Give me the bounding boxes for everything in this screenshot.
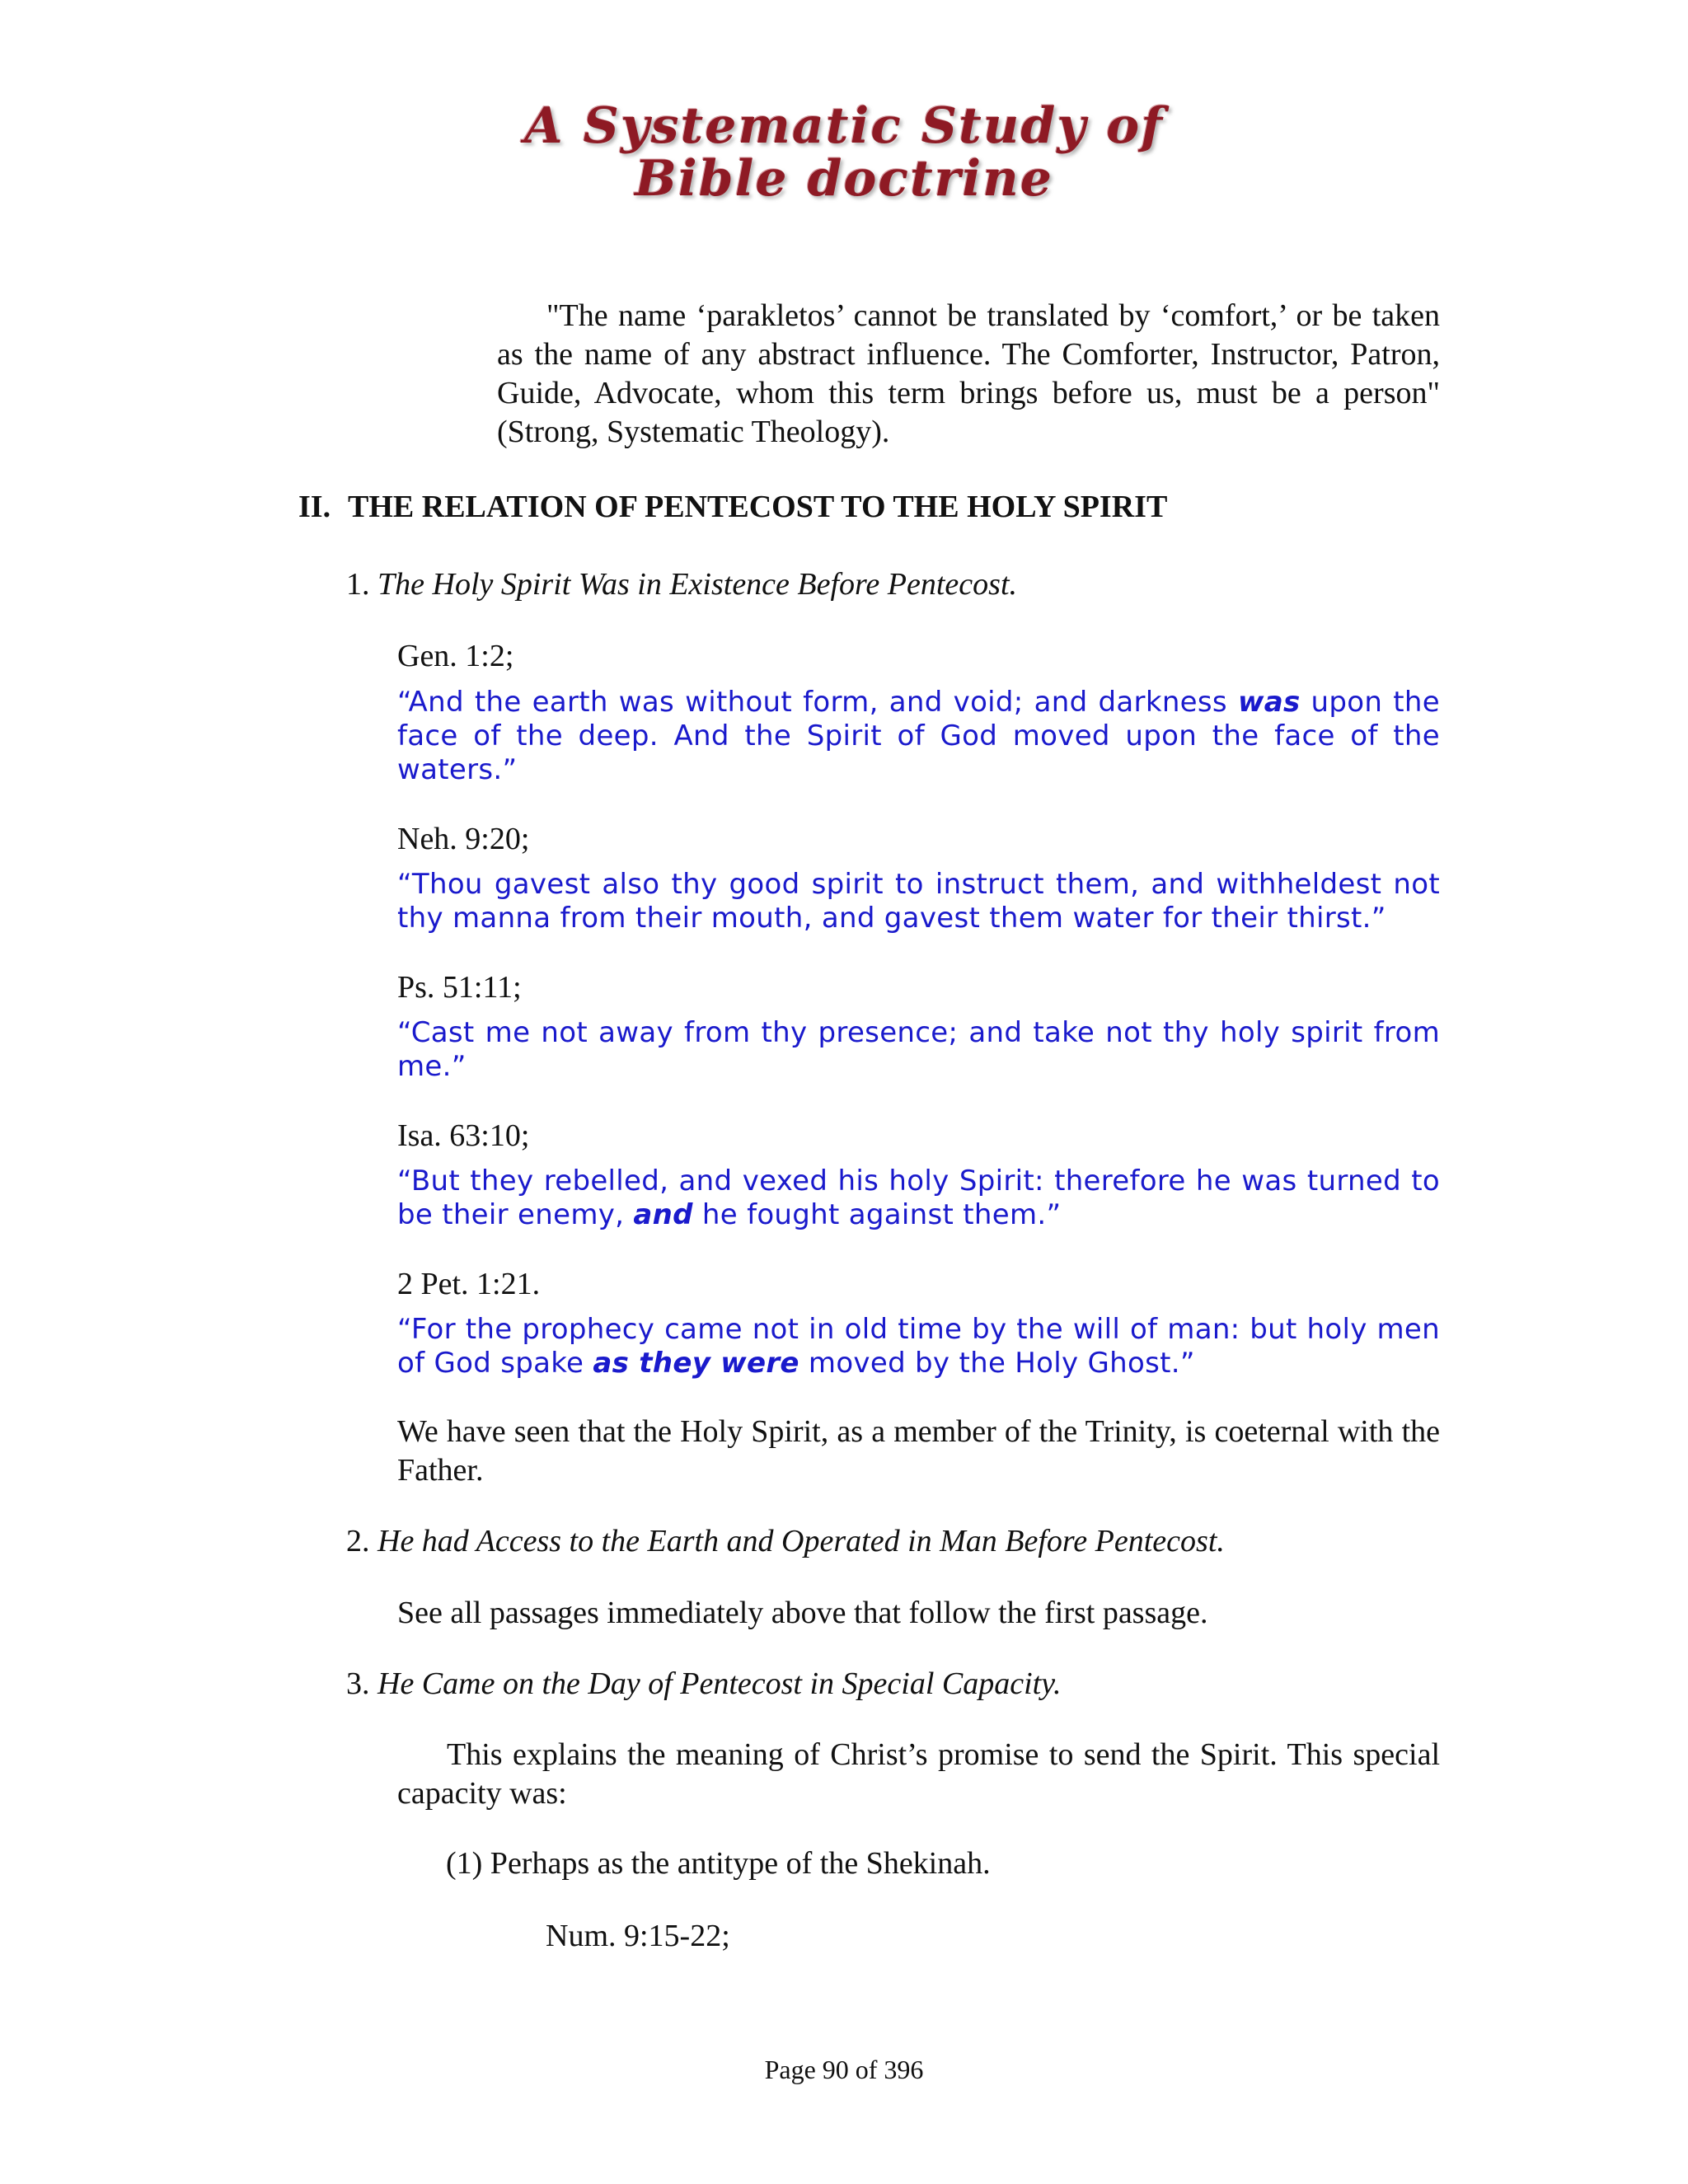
- explains-paragraph: This explains the meaning of Christ’s promise to send the Spirit. This special capacity was:: [397, 1737, 1440, 1811]
- verse-text-2pet: [397, 1313, 1440, 1380]
- verse-text-isa-part1: “But they rebelled, and vexed his holy Spirit: therefore he was turned to be their enemy,: [397, 1165, 1440, 1231]
- point-3: [346, 1665, 1061, 1704]
- see-all-paragraph: See all passages immediately above that follow the first passage.: [397, 1596, 1208, 1630]
- verse-text-gen: [397, 686, 1440, 787]
- point-1-number: 1.: [346, 567, 370, 602]
- verse-ref-2pet: 2 Pet. 1:21.: [397, 1267, 541, 1301]
- strong-quote-paragraph: "The name ‘parakletos’ cannot be translated by ‘comfort,’ or be taken as the name of any abstract influence. The Comforter, Instructor, Patron, Guide, Advocate, whom this term brings before us, must be a person" (Strong, Systematic Theology).: [497, 298, 1440, 449]
- num-reference: Num. 9:15-22;: [546, 1919, 730, 1953]
- verse-ref-ps: Ps. 51:11;: [397, 970, 522, 1005]
- verse-text-ps: [397, 1016, 1440, 1084]
- verse-text-neh: [397, 868, 1440, 935]
- verse-text-gen-part1: “And the earth was without form, and void; and darkness: [397, 686, 1238, 719]
- point-2: [346, 1522, 1225, 1561]
- point-3-title: He Came on the Day of Pentecost in Special Capacity.: [377, 1666, 1062, 1701]
- point-1: [346, 565, 1017, 604]
- verse-text-gen-part2: upon the face of the deep. And the Spirit of God moved upon the face of the waters.”: [397, 686, 1440, 786]
- point-2-number: 2.: [346, 1524, 370, 1558]
- page-number-footer: Page 90 of 396: [764, 2055, 924, 2084]
- verse-text-isa-emph: and: [633, 1198, 693, 1231]
- point-1-title: The Holy Spirit Was in Existence Before Pentecost.: [377, 567, 1018, 602]
- verse-text-2pet-emph: as they were: [593, 1347, 799, 1380]
- verse-text-ps-part1: “Cast me not away from thy presence; and take not thy holy spirit from me.”: [397, 1016, 1440, 1083]
- coeternal-paragraph: We have seen that the Holy Spirit, as a member of the Trinity, is coeternal with the Father.: [397, 1414, 1440, 1488]
- section-title: THE RELATION OF PENTECOST TO THE HOLY SPIRIT: [348, 490, 1168, 524]
- verse-text-gen-emph: was: [1237, 686, 1301, 719]
- verse-text-isa-part2: he fought against them.”: [692, 1198, 1062, 1231]
- banner-title-line1: A Systematic Study of: [524, 97, 1164, 155]
- sub-point-1: (1) Perhaps as the antitype of the Shekinah.: [446, 1846, 991, 1881]
- section-number: II.: [298, 490, 331, 524]
- banner-title-line2: Bible doctrine: [635, 150, 1053, 208]
- verse-ref-gen: Gen. 1:2;: [397, 639, 514, 673]
- point-2-title: He had Access to the Earth and Operated in Man Before Pentecost.: [377, 1524, 1225, 1558]
- section-heading: [298, 488, 1167, 527]
- verse-text-2pet-part2: moved by the Holy Ghost.”: [799, 1347, 1195, 1380]
- verse-text-neh-part1: “Thou gavest also thy good spirit to instruct them, and withheldest not thy manna from their mouth, and gavest them water for their thirst.”: [397, 868, 1440, 935]
- point-3-number: 3.: [346, 1666, 370, 1701]
- verse-text-2pet-part1: “For the prophecy came not in old time by the will of man: but holy men of God spake: [397, 1313, 1440, 1380]
- verse-ref-neh: Neh. 9:20;: [397, 822, 530, 856]
- verse-ref-isa: Isa. 63:10;: [397, 1118, 530, 1153]
- verse-text-isa: [397, 1165, 1440, 1232]
